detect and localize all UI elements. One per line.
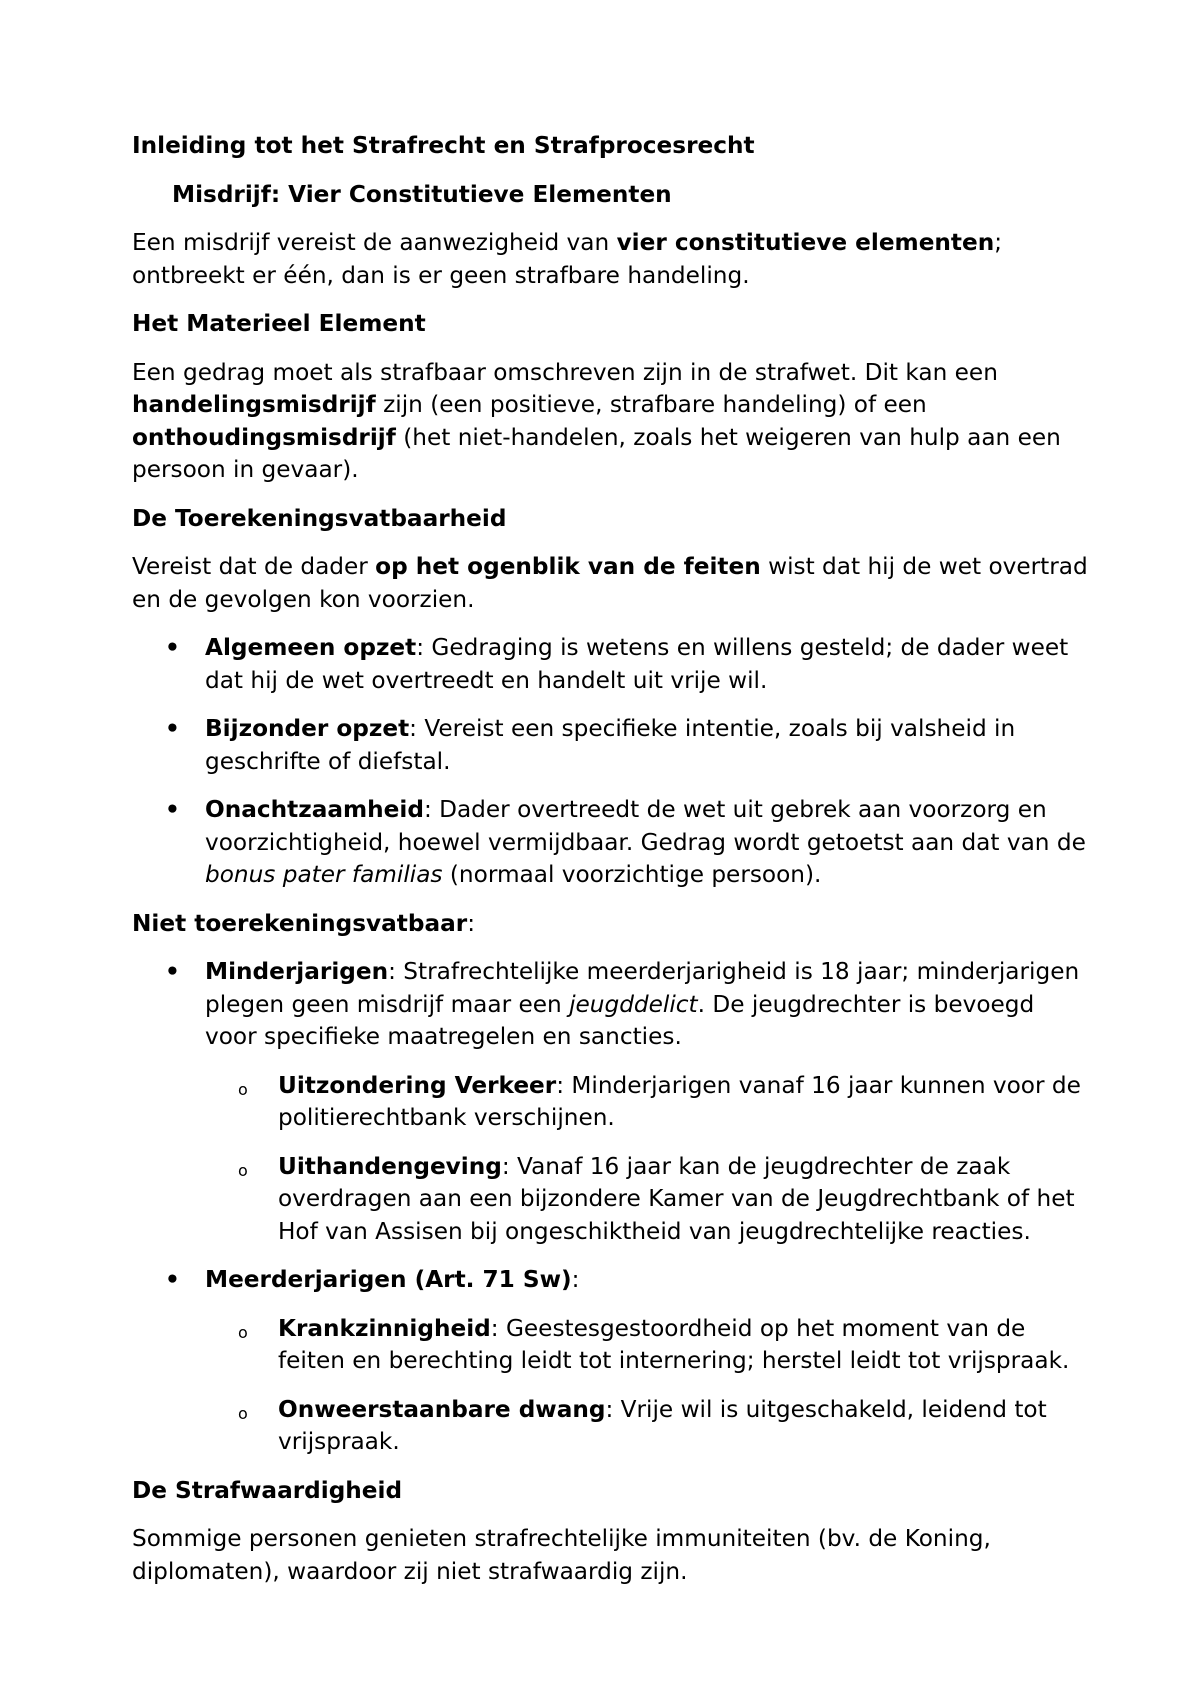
- list-item-text: : Gedraging is wetens en willens gesteld; de dader weet dat hij de wet overtreedt en handelt uit vrije wil.: [205, 634, 1069, 694]
- list-item-italic: bonus pater familias: [205, 861, 443, 888]
- sublist-item-text: : Vrije wil is uitgeschakeld, leidend tot vrijspraak.: [278, 1395, 1047, 1455]
- circle-bullet-icon: o: [238, 1079, 248, 1099]
- list-item-term: Bijzonder opzet: [205, 715, 410, 742]
- sublist-item: [205, 1151, 1092, 1249]
- intro-bold-1: vier constitutieve elementen: [616, 229, 995, 256]
- toerekening-text-2: wist dat hij de wet overtrad en de gevolgen kon voorzien.: [132, 553, 1088, 613]
- toerekening-bold-1: op het ogenblik van de feiten: [375, 553, 761, 580]
- sublist-item: [205, 1313, 1092, 1378]
- heading-materieel: Het Materieel Element: [132, 310, 426, 337]
- list-item-body: [205, 956, 1092, 1054]
- materieel-text-3: (het niet-handelen, zoals het weigeren van hulp aan een persoon in gevaar).: [132, 423, 1061, 483]
- list-item-term: Onachtzaamheid: [205, 796, 424, 823]
- bullet-icon: •: [165, 715, 180, 742]
- toerekening-text-1: Vereist dat de dader: [132, 553, 376, 580]
- heading-niet-bold: Niet toerekeningsvatbaar: [132, 909, 468, 937]
- sublist-item-text: : Vanaf 16 jaar kan de jeugdrechter de zaak overdragen aan een bijzondere Kamer van de Jeugdrechtbank of het Hof van Assisen bij ongeschiktheid van jeugdrechtelijke reacties.: [278, 1152, 1075, 1245]
- list-item-term: Minderjarigen: [205, 958, 389, 985]
- sublist-item: [205, 1070, 1092, 1135]
- sublist-item-text: : Geestesgestoordheid op het moment van de feiten en berechting leidt tot internering; herstel leidt tot vrijspraak.: [278, 1314, 1070, 1374]
- circle-bullet-icon: o: [238, 1403, 248, 1423]
- list-item-text: : Dader overtreedt de wet uit gebrek aan voorzorg en voorzichtigheid, hoewel vermijdbaar. Gedrag wordt getoetst aan dat van de: [205, 796, 1086, 856]
- list-item-italic: jeugddelict: [569, 990, 698, 1018]
- list-item-text: :: [571, 1266, 580, 1293]
- list-item-body: [205, 1264, 1092, 1297]
- sublist-item: [205, 1394, 1092, 1459]
- heading-niet-rest: :: [467, 909, 476, 937]
- list-item: [132, 1264, 1092, 1459]
- document-title: Inleiding tot het Strafrecht en Strafprocesrecht: [132, 132, 755, 159]
- bullet-icon: •: [165, 796, 180, 823]
- list-item: [132, 713, 1092, 778]
- heading-strafwaardigheid: De Strafwaardigheid: [132, 1476, 403, 1504]
- strafwaardigheid-paragraph: Sommige personen genieten strafrechtelijke immuniteiten (bv. de Koning, diplomaten), waardoor zij niet strafwaardig zijn.: [132, 1525, 991, 1585]
- section-title: Misdrijf: Vier Constitutieve Elementen: [172, 180, 672, 208]
- niet-toerekeningsvatbaar-list: [132, 956, 1092, 1459]
- list-item-term: Meerderjarigen (Art. 71 Sw): [205, 1266, 572, 1293]
- list-item-text-2: . De jeugdrechter is bevoegd voor specifieke maatregelen en sancties.: [205, 990, 1035, 1050]
- materieel-paragraph: [132, 357, 1092, 487]
- intro-text-1: Een misdrijf vereist de aanwezigheid van: [132, 229, 617, 256]
- intro-text-2: ; ontbreekt er één, dan is er geen strafbare handeling.: [132, 229, 1003, 289]
- heading-niet-toerekeningsvatbaar: [132, 908, 1092, 941]
- sublist-minderjarigen: [205, 1070, 1092, 1249]
- toerekening-paragraph: [132, 551, 1092, 616]
- sublist-item-term: Uitzondering Verkeer: [278, 1071, 557, 1099]
- list-item: [132, 794, 1092, 892]
- heading-toerekening: De Toerekeningsvatbaarheid: [132, 504, 507, 532]
- toerekening-list: [132, 632, 1092, 892]
- intro-paragraph: [132, 227, 1092, 292]
- bullet-icon: •: [165, 1266, 180, 1293]
- circle-bullet-icon: o: [238, 1160, 248, 1180]
- materieel-bold-2: onthoudingsmisdrijf: [132, 423, 396, 451]
- list-item-term: Algemeen opzet: [205, 634, 417, 661]
- sublist-item-term: Onweerstaanbare dwang: [278, 1395, 606, 1423]
- list-item: [132, 956, 1092, 1248]
- sublist-item-text: : Minderjarigen vanaf 16 jaar kunnen voor de politierechtbank verschijnen.: [278, 1071, 1081, 1131]
- circle-bullet-icon: o: [238, 1322, 248, 1342]
- materieel-text-2: zijn (een positieve, strafbare handeling) of een: [375, 391, 927, 418]
- materieel-text-1: Een gedrag moet als strafbaar omschreven zijn in de strafwet. Dit kan een: [132, 358, 998, 386]
- bullet-icon: •: [165, 634, 180, 661]
- list-item-text: : Vereist een specifieke intentie, zoals bij valsheid in geschrifte of diefstal.: [205, 715, 1016, 775]
- bullet-icon: •: [165, 958, 180, 985]
- list-item-text-2: (normaal voorzichtige persoon).: [442, 861, 822, 888]
- list-item: [132, 632, 1092, 697]
- sublist-meerderjarigen: [205, 1313, 1092, 1459]
- sublist-item-term: Krankzinnigheid: [278, 1314, 491, 1342]
- sublist-item-term: Uithandengeving: [278, 1152, 502, 1180]
- list-item-text: : Strafrechtelijke meerderjarigheid is 18 jaar; minderjarigen plegen geen misdrijf maar een: [205, 958, 1080, 1018]
- document-page: [132, 130, 1092, 1604]
- materieel-bold-1: handelingsmisdrijf: [132, 391, 376, 418]
